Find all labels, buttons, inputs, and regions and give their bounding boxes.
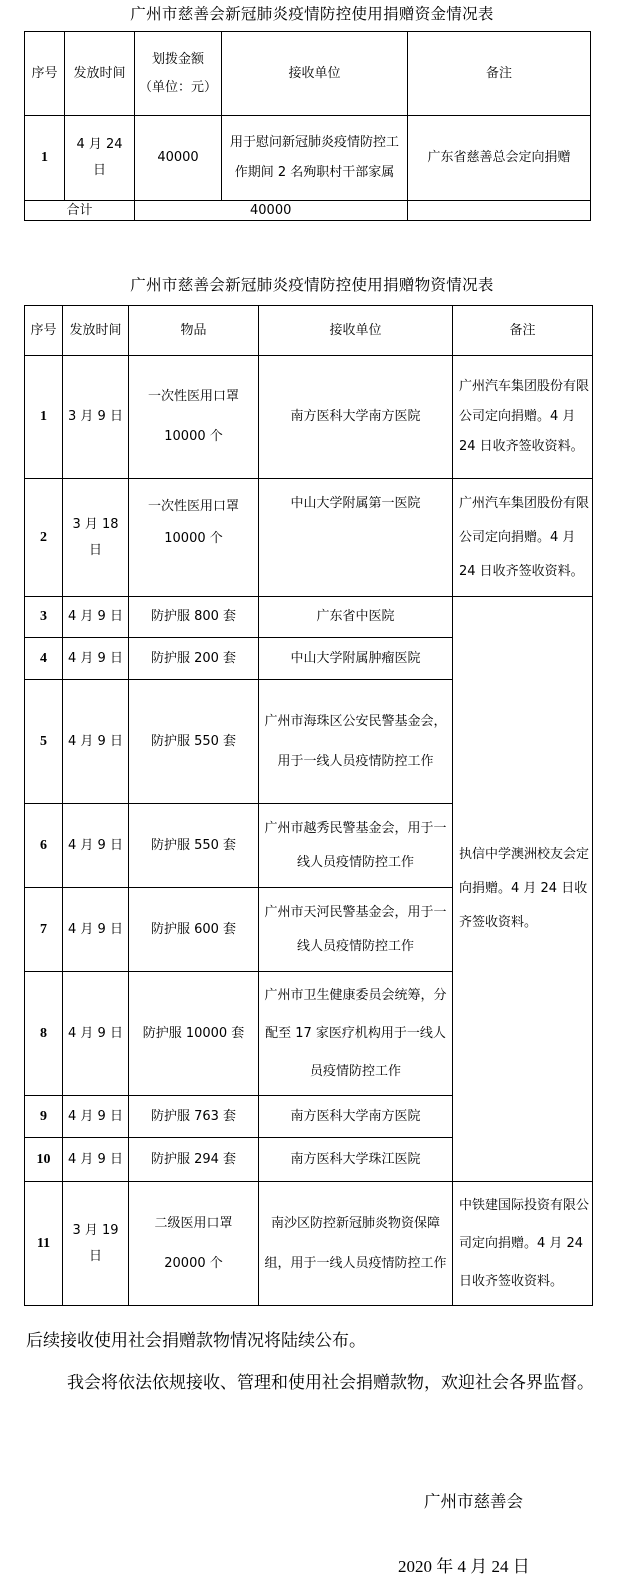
header-recipient: 接收单位 — [259, 306, 453, 356]
header-amount-line1: 划拨金额 — [151, 51, 204, 67]
cell-item: 防护服 200 套 — [129, 638, 259, 680]
cell-seq: 4 — [25, 638, 63, 680]
cell-date: 3 月 19 日 — [63, 1182, 129, 1306]
cell-seq: 9 — [25, 1096, 63, 1138]
cell-item: 防护服 10000 套 — [129, 972, 259, 1096]
cell-recipient: 用于慰问新冠肺炎疫情防控工作期间 2 名殉职村干部家属 — [222, 116, 408, 201]
cell-remark: 广州汽车集团股份有限公司定向捐赠。4 月 24 日收齐签收资料。 — [453, 479, 593, 597]
cell-recipient: 南方医科大学南方医院 — [259, 356, 453, 479]
cell-recipient: 广东省中医院 — [259, 597, 453, 638]
cell-remark-merged: 执信中学澳洲校友会定向捐赠。4 月 24 日收齐签收资料。 — [453, 597, 593, 1182]
header-date: 发放时间 — [63, 306, 129, 356]
goods-table-title: 广州市慈善会新冠肺炎疫情防控使用捐赠物资情况表 — [130, 276, 494, 294]
cell-seq: 1 — [25, 356, 63, 479]
header-seq: 序号 — [25, 306, 63, 356]
footer-date: 2020 年 4 月 24 日 — [398, 1557, 530, 1576]
cell-seq: 3 — [25, 597, 63, 638]
header-remark: 备注 — [453, 306, 593, 356]
cell-date: 4 月 9 日 — [63, 972, 129, 1096]
cell-seq: 8 — [25, 972, 63, 1096]
total-label: 合计 — [25, 201, 135, 221]
cell-item: 防护服 294 套 — [129, 1138, 259, 1182]
cell-amount: 40000 — [135, 116, 222, 201]
funds-table-title: 广州市慈善会新冠肺炎疫情防控使用捐赠资金情况表 — [130, 5, 494, 23]
header-recipient: 接收单位 — [222, 32, 408, 116]
goods-table-header — [25, 306, 593, 356]
cell-recipient: 中山大学附属第一医院 — [259, 479, 453, 597]
goods-table — [24, 305, 593, 1306]
header-date: 发放时间 — [65, 32, 135, 116]
cell-recipient: 广州市海珠区公安民警基金会，用于一线人员疫情防控工作 — [259, 680, 453, 804]
cell-remark: 广州汽车集团股份有限公司定向捐赠。4 月 24 日收齐签收资料。 — [453, 356, 593, 479]
footer-paragraph-1: 后续接收使用社会捐赠款物情况将陆续公布。 — [26, 1331, 366, 1351]
header-amount — [135, 32, 222, 116]
cell-recipient: 广州市越秀民警基金会，用于一线人员疫情防控工作 — [259, 804, 453, 888]
cell-remark: 广东省慈善总会定向捐赠 — [408, 116, 591, 201]
cell-date: 4 月 9 日 — [63, 597, 129, 638]
cell-seq: 2 — [25, 479, 63, 597]
cell-seq: 7 — [25, 888, 63, 972]
cell-item: 一次性医用口罩 10000 个 — [129, 356, 259, 479]
table-row — [25, 1182, 593, 1306]
cell-date: 4 月 9 日 — [63, 888, 129, 972]
cell-recipient: 南沙区防控新冠肺炎物资保障组，用于一线人员疫情防控工作 — [259, 1182, 453, 1306]
cell-item: 防护服 800 套 — [129, 597, 259, 638]
funds-table-header — [25, 32, 591, 116]
header-seq: 序号 — [25, 32, 65, 116]
cell-item: 二级医用口罩 20000 个 — [129, 1182, 259, 1306]
table-row — [25, 597, 593, 638]
signature: 广州市慈善会 — [424, 1492, 523, 1511]
header-item: 物品 — [129, 306, 259, 356]
cell-item: 防护服 550 套 — [129, 680, 259, 804]
cell-item: 防护服 763 套 — [129, 1096, 259, 1138]
cell-item: 防护服 600 套 — [129, 888, 259, 972]
header-remark: 备注 — [408, 32, 591, 116]
cell-seq: 11 — [25, 1182, 63, 1306]
cell-date: 4 月 9 日 — [63, 680, 129, 804]
total-remark-empty — [408, 201, 591, 221]
footer-paragraph-2: 我会将依法依规接收、管理和使用社会捐赠款物，欢迎社会各界监督。 — [67, 1373, 594, 1393]
cell-date: 4 月 9 日 — [63, 804, 129, 888]
cell-item: 一次性医用口罩 10000 个 — [129, 479, 259, 597]
table-row — [25, 356, 593, 479]
cell-date: 4 月 24 日 — [65, 116, 135, 201]
cell-recipient: 中山大学附属肿瘤医院 — [259, 638, 453, 680]
cell-seq: 5 — [25, 680, 63, 804]
funds-table — [24, 31, 591, 221]
header-amount-line2: （单位：元） — [138, 79, 217, 95]
cell-recipient: 南方医科大学珠江医院 — [259, 1138, 453, 1182]
cell-seq: 10 — [25, 1138, 63, 1182]
cell-recipient: 南方医科大学南方医院 — [259, 1096, 453, 1138]
cell-date: 4 月 9 日 — [63, 638, 129, 680]
cell-seq: 6 — [25, 804, 63, 888]
cell-date: 3 月 18 日 — [63, 479, 129, 597]
cell-date: 4 月 9 日 — [63, 1096, 129, 1138]
table-row — [25, 479, 593, 597]
cell-item: 防护服 550 套 — [129, 804, 259, 888]
cell-remark: 中铁建国际投资有限公司定向捐赠。4 月 24 日收齐签收资料。 — [453, 1182, 593, 1306]
cell-date: 3 月 9 日 — [63, 356, 129, 479]
total-value: 40000 — [135, 201, 408, 221]
cell-recipient: 广州市卫生健康委员会统筹，分配至 17 家医疗机构用于一线人员疫情防控工作 — [259, 972, 453, 1096]
cell-date: 4 月 9 日 — [63, 1138, 129, 1182]
total-row — [25, 201, 591, 221]
table-row — [25, 116, 591, 201]
cell-seq: 1 — [25, 116, 65, 201]
cell-recipient: 广州市天河民警基金会，用于一线人员疫情防控工作 — [259, 888, 453, 972]
